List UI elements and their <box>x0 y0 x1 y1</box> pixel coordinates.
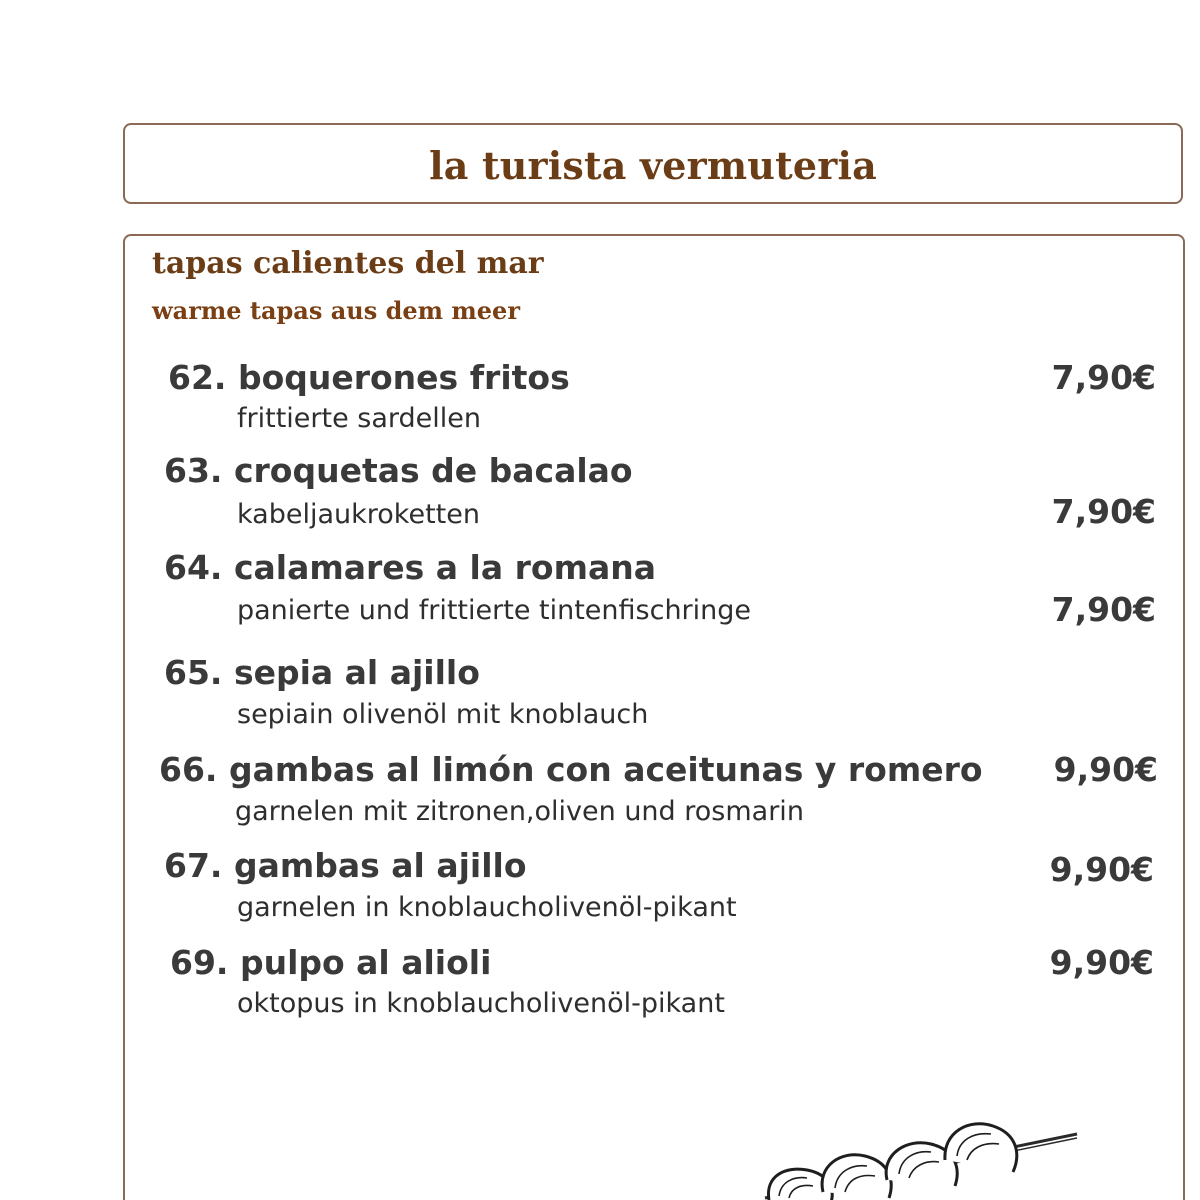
menu-item-price: 7,90€ <box>1051 590 1156 629</box>
menu-item-name: 69. pulpo al alioli <box>170 943 492 982</box>
section-subtitle: warme tapas aus dem meer <box>152 296 520 325</box>
menu-item-name: 62. boquerones fritos <box>168 358 570 397</box>
menu-item-name: 66. gambas al limón con aceitunas y romero <box>159 750 983 789</box>
menu-item-name: 64. calamares a la romana <box>164 548 656 587</box>
menu-item-description: frittierte sardellen <box>237 403 481 434</box>
menu-item-price: 9,90€ <box>1049 943 1154 982</box>
menu-item-price: 7,90€ <box>1051 492 1156 531</box>
shrimp-skewer-icon <box>755 1110 1085 1200</box>
menu-item-name: 63. croquetas de bacalao <box>164 451 633 490</box>
menu-item-description: panierte und frittierte tintenfischringe <box>237 595 752 626</box>
menu-item-description: kabeljaukroketten <box>237 499 480 530</box>
menu-item-description: garnelen mit zitronen,oliven und rosmarin <box>235 796 804 827</box>
menu-item-name: 67. gambas al ajillo <box>164 846 527 885</box>
title-box <box>123 123 1183 204</box>
menu-item-description: garnelen in knoblaucholivenöl-pikant <box>237 892 737 923</box>
menu-item-description: sepiain olivenöl mit knoblauch <box>237 699 649 730</box>
menu-item-name: 65. sepia al ajillo <box>164 653 480 692</box>
menu-item-price: 9,90€ <box>1053 750 1158 789</box>
menu-item-description: oktopus in knoblaucholivenöl-pikant <box>237 988 725 1019</box>
menu-item-price: 9,90€ <box>1049 850 1154 889</box>
menu-item-price: 7,90€ <box>1051 358 1156 397</box>
page-title: la turista vermuteria <box>429 143 877 188</box>
section-title: tapas calientes del mar <box>152 246 544 281</box>
